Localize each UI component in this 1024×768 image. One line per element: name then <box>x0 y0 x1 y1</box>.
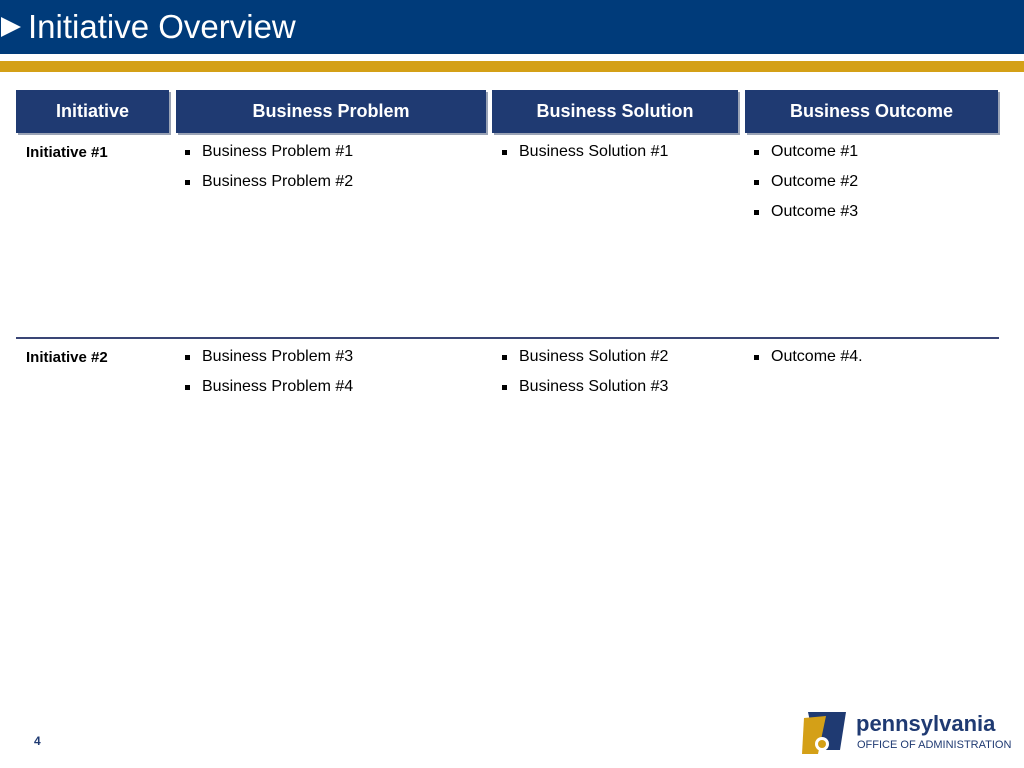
list-item: Business Problem #4 <box>183 372 353 402</box>
logo-subtitle: OFFICE OF ADMINISTRATION <box>857 739 1012 751</box>
row-separator <box>16 337 999 339</box>
title-divider-gold <box>0 61 1024 72</box>
keystone-icon <box>800 706 852 758</box>
list-item: Business Solution #2 <box>500 342 668 372</box>
row-2-problems-list <box>183 342 353 402</box>
page-number: 4 <box>34 734 41 748</box>
title-arrow-icon <box>1 17 21 37</box>
list-item: Business Problem #3 <box>183 342 353 372</box>
list-item: Outcome #2 <box>752 167 858 197</box>
list-item: Outcome #3 <box>752 197 858 227</box>
row-2-initiative: Initiative #2 <box>26 349 108 366</box>
slide-title: Initiative Overview <box>28 8 296 45</box>
row-2-solutions-list <box>500 342 668 402</box>
title-divider-white <box>0 54 1024 61</box>
row-1-initiative: Initiative #1 <box>26 144 108 161</box>
row-2-outcomes-list <box>752 342 863 372</box>
header-business-solution: Business Solution <box>492 90 738 133</box>
logo-wordmark: pennsylvania <box>856 711 996 736</box>
header-business-problem: Business Problem <box>176 90 486 133</box>
header-initiative: Initiative <box>16 90 169 133</box>
list-item: Outcome #4. <box>752 342 863 372</box>
list-item: Business Solution #3 <box>500 372 668 402</box>
list-item: Business Problem #1 <box>183 137 353 167</box>
list-item: Business Solution #1 <box>500 137 668 167</box>
pennsylvania-logo <box>800 706 1010 758</box>
title-bar <box>0 0 1024 54</box>
header-business-outcome: Business Outcome <box>745 90 998 133</box>
list-item: Business Problem #2 <box>183 167 353 197</box>
row-1-outcomes-list <box>752 137 858 227</box>
row-1-problems-list <box>183 137 353 197</box>
row-1-solutions-list <box>500 137 668 167</box>
list-item: Outcome #1 <box>752 137 858 167</box>
